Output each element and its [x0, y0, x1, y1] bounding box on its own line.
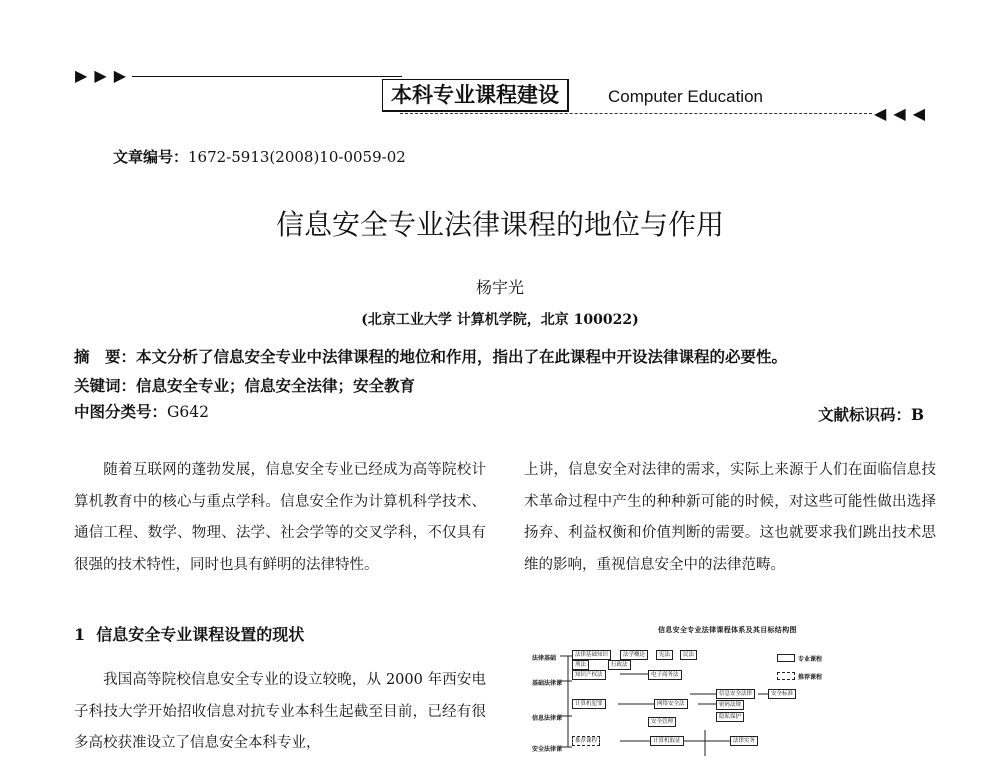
- document-code-label: 文献标识码：: [818, 405, 912, 424]
- course-structure-figure: [530, 620, 930, 760]
- figure-box: 法律实务: [730, 736, 758, 746]
- figure-box: 计算机犯罪: [572, 699, 606, 709]
- header-rule-left: [132, 76, 402, 77]
- figure-box: 行政法: [608, 660, 631, 670]
- keywords: [74, 374, 415, 396]
- legend-dashed-label: 推荐课程: [798, 674, 823, 681]
- intro-paragraph-text: 随着互联网的蓬勃发展，信息安全专业已经成为高等院校计算机教育中的核心与重点学科。信息安全作为计算机科学技术、通信工程、数学、物理、法学、社会学等的交叉学科，不仅具有很强的技术特性，同时也具有鲜明的法律特性。: [74, 462, 486, 573]
- section-paragraph-text: 我国高等院校信息安全专业的设立较晚，从 2000 年西安电子科技大学开始招收信息对抗专业本科生起截至目前，已经有很多高校获准设立了信息安全本科专业，: [74, 672, 486, 751]
- figure-box: 电子商务法: [648, 670, 682, 680]
- author-name: 杨宇光: [475, 278, 524, 297]
- intro-paragraph: [74, 455, 486, 581]
- section-number: 1: [74, 625, 86, 644]
- clc-number: [74, 400, 209, 422]
- keywords-label: 关键词：: [74, 376, 137, 395]
- header-arrows-left: ▶ ▶ ▶: [75, 66, 128, 85]
- figure-row-label: 安全法律课: [532, 746, 563, 753]
- header-arrows-right: ◀ ◀ ◀: [874, 104, 927, 123]
- article-number-value: 1672-5913(2008)10-0059-02: [188, 148, 406, 166]
- figure-box: 网络安全法: [654, 699, 688, 709]
- clc-value: G642: [167, 403, 209, 421]
- legend-dashed-swatch: [777, 672, 795, 680]
- figure-row-label: 基础法律课: [532, 680, 563, 687]
- journal-column-name: 本科专业课程建设: [382, 79, 569, 112]
- section-heading-1: [74, 622, 304, 645]
- header-rule-right: [400, 113, 872, 114]
- right-paragraph: [524, 455, 936, 581]
- figure-row-label: 法律基础: [532, 655, 557, 662]
- legend-solid-label: 专业课程: [798, 656, 823, 663]
- right-paragraph-text: 上讲，信息安全对法律的需求，实际上来源于人们在面临信息技术革命过程中产生的种种新可能的时候，对这些可能性做出选择扬弃、利益权衡和价值判断的需要。这也就要求我们跳出技术思维的影响，重视信息安全中的法律范畴。: [524, 462, 936, 573]
- figure-box: 隐私保护: [716, 712, 744, 722]
- article-number-label: 文章编号：: [113, 148, 189, 166]
- figure-box: 刑法: [572, 660, 589, 670]
- figure-box: 安全标准: [768, 689, 796, 699]
- section-title: 信息安全专业课程设置的现状: [96, 625, 305, 644]
- figure-box: 知识产权法: [572, 670, 606, 680]
- clc-label: 中图分类号：: [74, 402, 168, 421]
- document-code-value: B: [911, 405, 925, 424]
- article-number: [113, 146, 406, 167]
- figure-box: 民法: [680, 650, 697, 660]
- figure-title: 信息安全专业法律课程体系及其目标结构图: [658, 625, 797, 634]
- figure-box: 法学概论: [620, 650, 648, 660]
- figure-box: 宪法: [656, 650, 673, 660]
- abstract-text: 本文分析了信息安全专业中法律课程的地位和作用，指出了在此课程中开设法律课程的必要性。: [136, 347, 788, 366]
- legend-solid-swatch: [777, 654, 795, 662]
- document-code: [818, 403, 924, 425]
- figure-box: 密码法规: [716, 700, 744, 710]
- journal-name-en: Computer Education: [608, 87, 763, 106]
- figure-dashed-box: 推荐课程: [572, 736, 600, 746]
- figure-box: 计算机取证: [650, 736, 684, 746]
- article-title: 信息安全专业法律课程的地位与作用: [275, 208, 724, 241]
- figure-box: 信息安全法律: [716, 689, 755, 699]
- keywords-text: 信息安全专业；信息安全法律；安全教育: [136, 376, 416, 395]
- figure-row-label: 信息法律课: [532, 715, 563, 722]
- figure-box: 法律基础知识: [572, 650, 611, 660]
- abstract-label: 摘 要：: [74, 347, 137, 366]
- abstract: [74, 345, 787, 367]
- section-paragraph: [74, 665, 486, 760]
- figure-box: 安全管理: [648, 717, 676, 727]
- author-affiliation: (北京工业大学 计算机学院，北京 100022): [361, 312, 639, 328]
